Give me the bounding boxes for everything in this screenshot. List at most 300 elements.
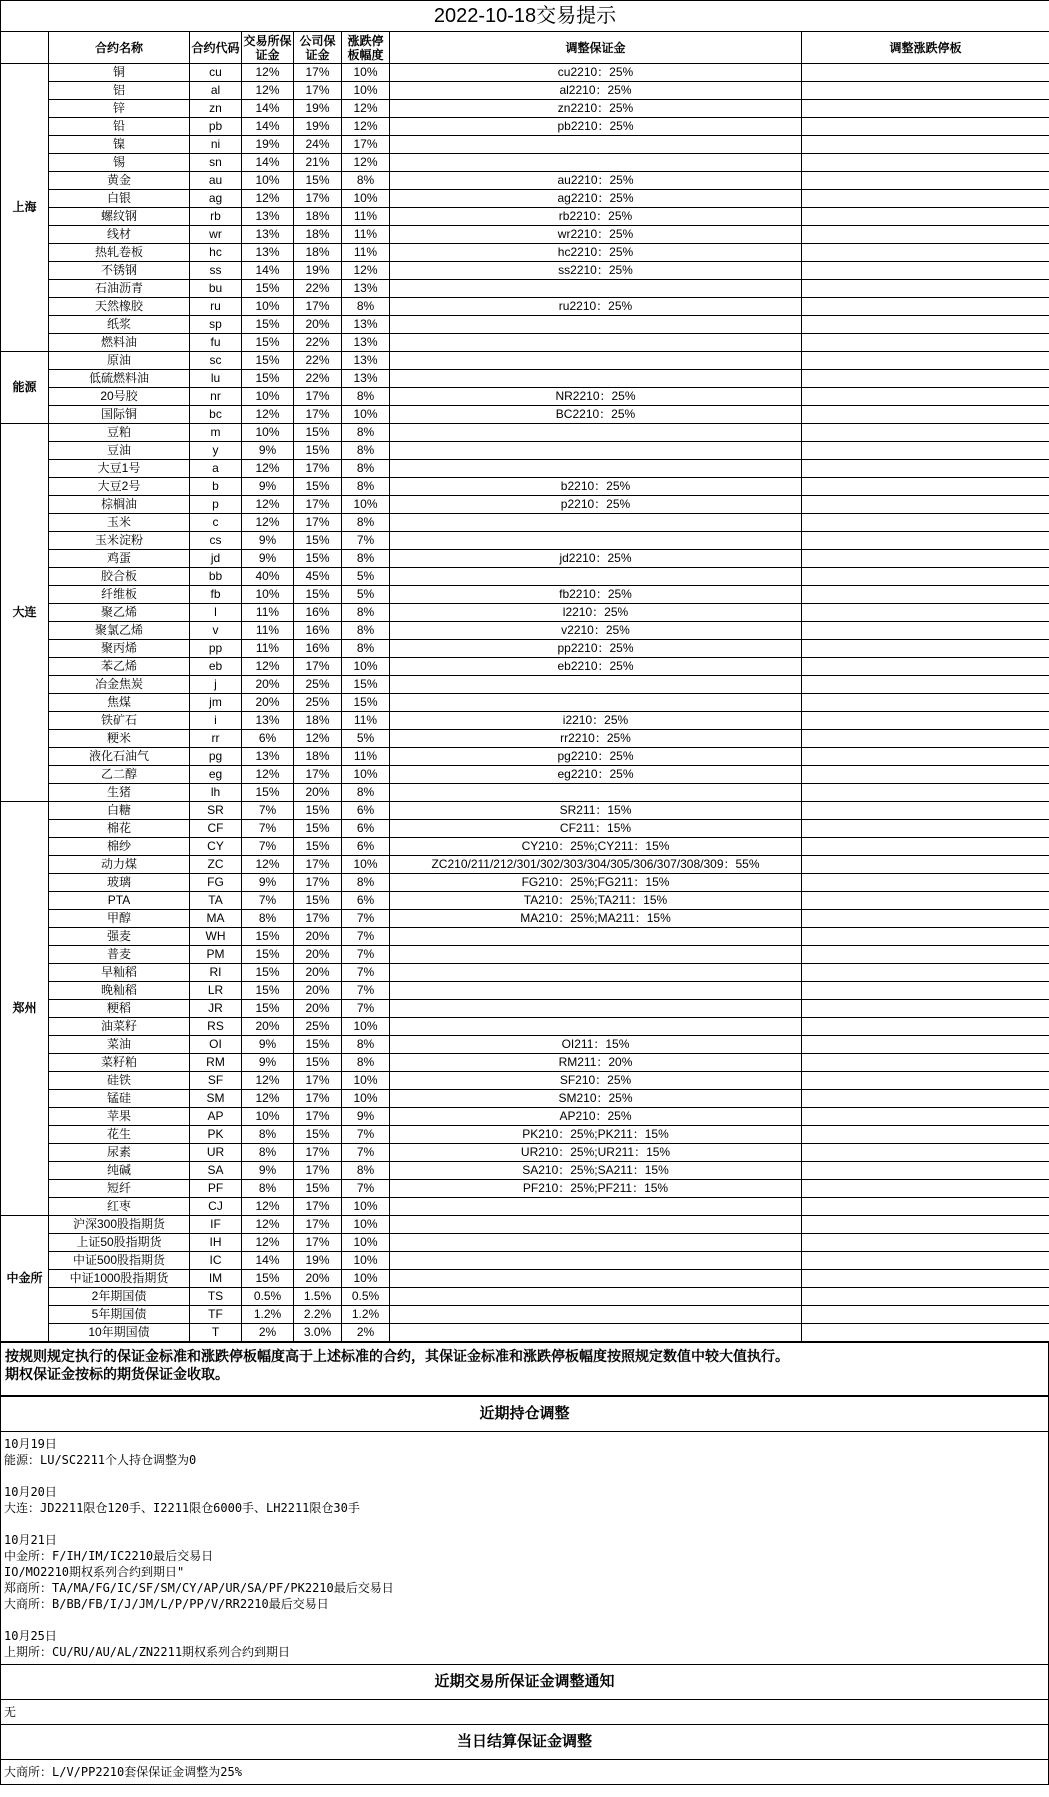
price-limit-cell: 8% [342,424,390,442]
adjusted-limit-cell [802,136,1049,154]
table-row [1,262,1049,280]
adjusted-limit-cell [802,694,1049,712]
contract-code-cell: bc [190,406,242,424]
company-margin-cell: 15% [294,1054,342,1072]
price-limit-cell: 7% [342,1000,390,1018]
contract-name-cell: 中证500股指期货 [49,1252,190,1270]
company-margin-cell: 18% [294,208,342,226]
exchange-margin-cell: 10% [242,1108,294,1126]
company-margin-cell: 15% [294,586,342,604]
adjusted-limit-cell [802,388,1049,406]
company-margin-cell: 17% [294,766,342,784]
table-row [1,622,1049,640]
price-limit-cell: 7% [342,964,390,982]
table-row [1,802,1049,820]
contract-name-cell: 聚乙烯 [49,604,190,622]
adjusted-margin-cell: hc2210：25% [390,244,802,262]
price-limit-cell: 12% [342,262,390,280]
company-margin-cell: 17% [294,496,342,514]
company-margin-cell: 1.5% [294,1288,342,1306]
price-limit-cell: 11% [342,226,390,244]
contract-name-cell: 乙二醇 [49,766,190,784]
table-row [1,748,1049,766]
contract-name-cell: 油菜籽 [49,1018,190,1036]
adjusted-margin-cell: MA210：25%;MA211：15% [390,910,802,928]
company-margin-cell: 15% [294,820,342,838]
table-row [1,82,1049,100]
table-row [1,1306,1049,1324]
contract-name-cell: 聚氯乙烯 [49,622,190,640]
adjusted-margin-cell: TA210：25%;TA211：15% [390,892,802,910]
contract-code-cell: PM [190,946,242,964]
table-row [1,838,1049,856]
adjusted-limit-cell [802,154,1049,172]
exchange-margin-cell: 9% [242,874,294,892]
table-row [1,892,1049,910]
table-row [1,1126,1049,1144]
price-limit-cell: 8% [342,172,390,190]
contract-name-cell: 国际铜 [49,406,190,424]
adjusted-margin-cell [390,1324,802,1342]
adjusted-margin-cell: PF210：25%;PF211：15% [390,1180,802,1198]
adjusted-limit-cell [802,226,1049,244]
exchange-margin-cell: 9% [242,1054,294,1072]
section-body [1,1432,1049,1665]
contract-name-cell: 菜油 [49,1036,190,1054]
contract-code-cell: cs [190,532,242,550]
adjusted-margin-cell [390,928,802,946]
contract-name-cell: 红枣 [49,1198,190,1216]
contract-code-cell: RM [190,1054,242,1072]
table-row [1,730,1049,748]
exchange-margin-cell: 9% [242,1162,294,1180]
company-margin-cell: 15% [294,550,342,568]
contract-name-cell: 玉米淀粉 [49,532,190,550]
company-margin-cell: 17% [294,388,342,406]
contract-name-cell: 尿素 [49,1144,190,1162]
price-limit-cell: 8% [342,1162,390,1180]
header-row [1,32,1049,64]
exchange-margin-cell: 12% [242,1198,294,1216]
price-limit-cell: 11% [342,712,390,730]
contract-code-cell: ag [190,190,242,208]
adjusted-margin-cell [390,154,802,172]
price-limit-cell: 10% [342,1252,390,1270]
company-margin-cell: 22% [294,352,342,370]
table-row [1,1090,1049,1108]
table-row [1,928,1049,946]
contract-code-cell: IF [190,1216,242,1234]
adjusted-limit-cell [802,982,1049,1000]
company-margin-cell: 20% [294,946,342,964]
contract-code-cell: rb [190,208,242,226]
table-row [1,1288,1049,1306]
table-row [1,64,1049,82]
contract-code-cell: j [190,676,242,694]
exchange-margin-cell: 9% [242,478,294,496]
contract-code-cell: IC [190,1252,242,1270]
price-limit-cell: 10% [342,1216,390,1234]
exchange-margin-cell: 13% [242,712,294,730]
table-row [1,478,1049,496]
adjusted-limit-cell [802,766,1049,784]
exchange-margin-cell: 12% [242,514,294,532]
adjusted-margin-cell: v2210：25% [390,622,802,640]
table-row [1,154,1049,172]
adjusted-margin-cell: cu2210：25% [390,64,802,82]
adjusted-limit-cell [802,280,1049,298]
exchange-margin-cell: 11% [242,640,294,658]
price-limit-cell: 10% [342,1072,390,1090]
table-row [1,1144,1049,1162]
price-limit-cell: 5% [342,730,390,748]
exchange-margin-cell: 8% [242,1126,294,1144]
adjusted-limit-cell [802,964,1049,982]
contract-name-cell: PTA [49,892,190,910]
contract-name-cell: 20号胶 [49,388,190,406]
adjusted-margin-cell: SA210：25%;SA211：15% [390,1162,802,1180]
exchange-margin-cell: 8% [242,910,294,928]
table-row [1,388,1049,406]
adjusted-margin-cell: pg2210：25% [390,748,802,766]
adjusted-limit-cell [802,802,1049,820]
adjusted-margin-cell: jd2210：25% [390,550,802,568]
exchange-margin-cell: 15% [242,370,294,388]
company-margin-cell: 17% [294,1108,342,1126]
company-margin-cell: 20% [294,982,342,1000]
adjusted-margin-cell: pp2210：25% [390,640,802,658]
price-limit-cell: 12% [342,154,390,172]
contract-name-cell: 大豆1号 [49,460,190,478]
adjusted-margin-cell: zn2210：25% [390,100,802,118]
price-limit-cell: 11% [342,244,390,262]
adjusted-margin-cell [390,676,802,694]
adjusted-limit-cell [802,1180,1049,1198]
contract-code-cell: SM [190,1090,242,1108]
table-row [1,406,1049,424]
adjusted-limit-cell [802,604,1049,622]
adjusted-limit-cell [802,460,1049,478]
price-limit-cell: 6% [342,892,390,910]
table-row [1,208,1049,226]
adjusted-limit-cell [802,118,1049,136]
adjusted-limit-cell [802,64,1049,82]
table-row [1,694,1049,712]
table-row [1,712,1049,730]
price-limit-cell: 6% [342,838,390,856]
table-row [1,1108,1049,1126]
price-limit-cell: 8% [342,874,390,892]
table-row [1,136,1049,154]
contract-name-cell: 镍 [49,136,190,154]
table-row [1,352,1049,370]
exchange-margin-cell: 13% [242,244,294,262]
contract-code-cell: ni [190,136,242,154]
contract-code-cell: pp [190,640,242,658]
table-row [1,874,1049,892]
company-margin-cell: 17% [294,190,342,208]
contract-code-cell: WH [190,928,242,946]
price-limit-cell: 7% [342,1126,390,1144]
contract-name-cell: 上证50股指期货 [49,1234,190,1252]
adjusted-margin-cell: ag2210：25% [390,190,802,208]
exchange-margin-cell: 13% [242,208,294,226]
table-row [1,784,1049,802]
adjusted-limit-cell [802,406,1049,424]
exchange-margin-cell: 15% [242,1000,294,1018]
adjusted-limit-cell [802,856,1049,874]
adjusted-margin-cell: RM211：20% [390,1054,802,1072]
section-body [1,1700,1049,1725]
adjusted-margin-cell: SF210：25% [390,1072,802,1090]
company-margin-cell: 17% [294,1216,342,1234]
table-row [1,1216,1049,1234]
contract-name-cell: 玉米 [49,514,190,532]
exchange-label: 大连 [1,424,49,802]
company-margin-cell: 17% [294,298,342,316]
contract-name-cell: 生猪 [49,784,190,802]
adjusted-margin-cell: CF211：15% [390,820,802,838]
exchange-label: 中金所 [1,1216,49,1342]
contract-name-cell: 线材 [49,226,190,244]
table-row [1,1234,1049,1252]
exchange-margin-cell: 10% [242,424,294,442]
price-limit-cell: 8% [342,298,390,316]
adjusted-limit-cell [802,1162,1049,1180]
company-margin-cell: 18% [294,712,342,730]
adjusted-margin-cell: OI211：15% [390,1036,802,1054]
exchange-margin-cell: 15% [242,1270,294,1288]
company-margin-cell: 17% [294,874,342,892]
adjusted-margin-cell: eb2210：25% [390,658,802,676]
adjusted-limit-cell [802,1216,1049,1234]
adjusted-margin-cell: al2210：25% [390,82,802,100]
contract-code-cell: c [190,514,242,532]
exchange-margin-cell: 12% [242,658,294,676]
adjusted-limit-cell [802,1324,1049,1342]
table-row [1,244,1049,262]
exchange-margin-cell: 6% [242,730,294,748]
contract-name-cell: 花生 [49,1126,190,1144]
price-limit-cell: 11% [342,208,390,226]
company-margin-cell: 20% [294,316,342,334]
exchange-margin-cell: 14% [242,100,294,118]
contract-name-cell: 铅 [49,118,190,136]
price-limit-cell: 10% [342,1270,390,1288]
contract-code-cell: ZC [190,856,242,874]
table-row [1,658,1049,676]
contract-code-cell: au [190,172,242,190]
contract-name-cell: 2年期国债 [49,1288,190,1306]
adjusted-limit-cell [802,784,1049,802]
exchange-margin-cell: 11% [242,622,294,640]
contract-name-cell: 热轧卷板 [49,244,190,262]
contract-name-cell: 白银 [49,190,190,208]
contract-code-cell: eg [190,766,242,784]
contract-code-cell: ss [190,262,242,280]
adjusted-limit-cell [802,298,1049,316]
exchange-margin-cell: 7% [242,838,294,856]
exchange-label: 能源 [1,352,49,424]
adjusted-margin-cell: NR2210：25% [390,388,802,406]
table-row [1,982,1049,1000]
exchange-label: 郑州 [1,802,49,1216]
adjusted-limit-cell [802,676,1049,694]
adjusted-limit-cell [802,1000,1049,1018]
section-line: 郑商所：TA/MA/FG/IC/SF/SM/CY/AP/UR/SA/PF/PK2210最后交易日 [4,1581,394,1595]
section-paragraph [4,1484,1045,1516]
price-limit-cell: 5% [342,568,390,586]
exchange-margin-cell: 13% [242,226,294,244]
exchange-margin-cell: 15% [242,784,294,802]
company-margin-cell: 2.2% [294,1306,342,1324]
contract-name-cell: 菜籽粕 [49,1054,190,1072]
contract-code-cell: fb [190,586,242,604]
contract-name-cell: 原油 [49,352,190,370]
section-paragraph [4,1764,1045,1780]
price-limit-cell: 13% [342,352,390,370]
company-margin-cell: 21% [294,154,342,172]
contract-code-cell: a [190,460,242,478]
contract-code-cell: pg [190,748,242,766]
contract-code-cell: pb [190,118,242,136]
adjusted-limit-cell [802,244,1049,262]
price-limit-cell: 5% [342,586,390,604]
adjusted-limit-cell [802,622,1049,640]
contract-code-cell: SR [190,802,242,820]
table-row [1,910,1049,928]
exchange-margin-cell: 9% [242,442,294,460]
exchange-margin-cell: 10% [242,298,294,316]
adjusted-limit-cell [802,352,1049,370]
contract-code-cell: RS [190,1018,242,1036]
contract-name-cell: 晚籼稻 [49,982,190,1000]
company-margin-cell: 20% [294,964,342,982]
adjusted-margin-cell: CY210：25%;CY211：15% [390,838,802,856]
contract-name-cell: 豆油 [49,442,190,460]
exchange-margin-cell: 20% [242,1018,294,1036]
adjusted-margin-cell [390,1234,802,1252]
note-line: 期权保证金按标的期货保证金收取。 [5,1366,229,1382]
section-body [1,1760,1049,1785]
section-paragraph [4,1628,1045,1660]
price-limit-cell: 7% [342,928,390,946]
company-margin-cell: 15% [294,802,342,820]
contract-name-cell: 纯碱 [49,1162,190,1180]
price-limit-cell: 13% [342,334,390,352]
company-margin-cell: 17% [294,1072,342,1090]
price-limit-cell: 12% [342,100,390,118]
exchange-margin-cell: 11% [242,604,294,622]
contract-name-cell: 普麦 [49,946,190,964]
contract-code-cell: cu [190,64,242,82]
adjusted-margin-cell [390,460,802,478]
price-limit-cell: 8% [342,442,390,460]
contract-code-cell: sc [190,352,242,370]
table-row [1,856,1049,874]
contract-code-cell: T [190,1324,242,1342]
company-margin-cell: 15% [294,1036,342,1054]
contract-code-cell: al [190,82,242,100]
exchange-margin-cell: 20% [242,694,294,712]
header-adjusted-limit: 调整涨跌停板 [802,32,1049,64]
exchange-margin-cell: 8% [242,1144,294,1162]
section-line: 能源：LU/SC2211个人持仓调整为0 [4,1453,197,1467]
price-limit-cell: 8% [342,388,390,406]
adjusted-margin-cell: wr2210：25% [390,226,802,244]
table-row [1,514,1049,532]
contract-code-cell: lh [190,784,242,802]
adjusted-margin-cell [390,1252,802,1270]
contract-name-cell: 早籼稻 [49,964,190,982]
contract-name-cell: 5年期国债 [49,1306,190,1324]
contract-code-cell: v [190,622,242,640]
contract-code-cell: rr [190,730,242,748]
company-margin-cell: 15% [294,478,342,496]
price-limit-cell: 8% [342,514,390,532]
company-margin-cell: 17% [294,514,342,532]
contract-name-cell: 天然橡胶 [49,298,190,316]
exchange-margin-cell: 14% [242,118,294,136]
adjusted-margin-cell: p2210：25% [390,496,802,514]
price-limit-cell: 15% [342,694,390,712]
company-margin-cell: 17% [294,1090,342,1108]
contract-code-cell: CY [190,838,242,856]
price-limit-cell: 10% [342,82,390,100]
section-line: 10月19日 [4,1437,57,1451]
adjusted-limit-cell [802,586,1049,604]
contract-name-cell: 纸浆 [49,316,190,334]
price-limit-cell: 0.5% [342,1288,390,1306]
contract-name-cell: 玻璃 [49,874,190,892]
exchange-margin-cell: 7% [242,820,294,838]
header-contract-name: 合约名称 [49,32,190,64]
exchange-margin-cell: 40% [242,568,294,586]
adjusted-limit-cell [802,838,1049,856]
header-contract-code: 合约代码 [190,32,242,64]
section-line: 无 [4,1705,17,1719]
adjusted-margin-cell [390,694,802,712]
company-margin-cell: 16% [294,604,342,622]
company-margin-cell: 20% [294,928,342,946]
adjusted-margin-cell [390,982,802,1000]
adjusted-limit-cell [802,1306,1049,1324]
price-limit-cell: 13% [342,316,390,334]
exchange-margin-cell: 12% [242,406,294,424]
exchange-margin-cell: 1.2% [242,1306,294,1324]
adjusted-margin-cell [390,1000,802,1018]
exchange-margin-cell: 12% [242,496,294,514]
contract-code-cell: TA [190,892,242,910]
contract-code-cell: MA [190,910,242,928]
exchange-margin-cell: 12% [242,1234,294,1252]
contract-code-cell: sn [190,154,242,172]
company-margin-cell: 45% [294,568,342,586]
adjusted-margin-cell [390,1018,802,1036]
contract-code-cell: bu [190,280,242,298]
price-limit-cell: 2% [342,1324,390,1342]
exchange-margin-cell: 13% [242,748,294,766]
contract-name-cell: 石油沥青 [49,280,190,298]
price-limit-cell: 8% [342,550,390,568]
contract-code-cell: i [190,712,242,730]
exchange-margin-cell: 15% [242,928,294,946]
adjusted-limit-cell [802,1234,1049,1252]
contract-name-cell: 苹果 [49,1108,190,1126]
adjusted-limit-cell [802,100,1049,118]
price-limit-cell: 8% [342,622,390,640]
adjusted-margin-cell [390,424,802,442]
